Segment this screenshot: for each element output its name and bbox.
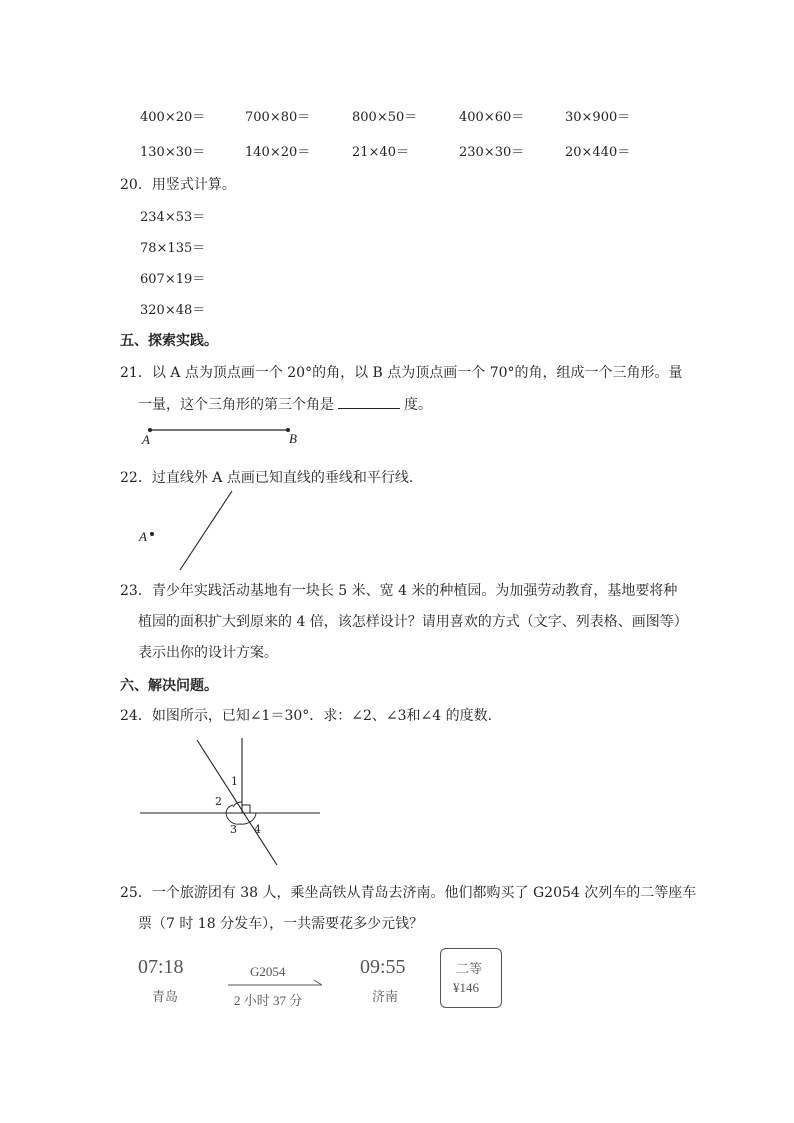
q20-title: 20．用竖式计算。 xyxy=(120,177,236,193)
angle-3-label: 3 xyxy=(230,823,237,836)
travel-arrow xyxy=(226,978,326,990)
q25-line-1: 25．一个旅游团有 38 人，乘坐高铁从青岛去济南。他们都购买了 G2054 次列车的二等座车 xyxy=(120,885,697,901)
point-b-label: B xyxy=(289,431,297,446)
q23-line-1: 23．青少年实践活动基地有一块长 5 米、宽 4 米的种植园。为加强劳动教育，基地要将种 xyxy=(120,583,678,599)
calc-item: 800×50＝ xyxy=(352,110,418,125)
section-heading: 六、解决问题。 xyxy=(120,678,218,694)
angle-1-arc xyxy=(233,802,242,807)
angles-figure xyxy=(130,730,330,870)
q21-unit: 度。 xyxy=(404,397,432,413)
calc-item: 20×440＝ xyxy=(565,145,631,160)
segment-ab-figure xyxy=(138,420,308,450)
q23-line-3: 表示出你的设计方案。 xyxy=(138,645,278,661)
point-a-label: A xyxy=(139,529,147,544)
angle-1-label: 1 xyxy=(231,775,238,788)
depart-time: 07:18 xyxy=(138,956,184,978)
seat-class-box xyxy=(440,948,502,1008)
calc-item: 30×900＝ xyxy=(565,110,631,125)
angle-2-label: 2 xyxy=(215,795,222,808)
arrive-time: 09:55 xyxy=(360,956,406,978)
point-a-dot xyxy=(148,530,156,538)
depart-station: 青岛 xyxy=(152,989,179,1004)
q21-line-1: 21．以 A 点为顶点画一个 20°的角，以 B 点为顶点画一个 70°的角，组成一个三角形。量 xyxy=(120,365,683,381)
angle-2-arc xyxy=(226,805,233,813)
vertical-calc-item: 234×53＝ xyxy=(140,210,206,225)
calc-item: 400×20＝ xyxy=(140,110,206,125)
calc-item: 21×40＝ xyxy=(352,145,409,160)
answer-blank[interactable] xyxy=(338,396,400,409)
q21-text: 一量，这个三角形的第三个角是 xyxy=(138,397,334,413)
q25-line-2: 票（7 时 18 分发车），一共需要花多少元钱？ xyxy=(138,916,424,932)
arrive-station: 济南 xyxy=(372,989,399,1004)
vertical-calc-item: 607×19＝ xyxy=(140,272,206,287)
vertical-calc-item: 320×48＝ xyxy=(140,303,206,318)
calc-item: 700×80＝ xyxy=(245,110,311,125)
section-heading: 五、探索实践。 xyxy=(120,333,218,349)
given-line-figure xyxy=(170,488,240,574)
seat-class: 二等 xyxy=(456,961,483,976)
vertical-calc-item: 78×135＝ xyxy=(140,241,206,256)
calc-item: 140×20＝ xyxy=(245,145,311,160)
slanted-line xyxy=(197,740,277,865)
calc-item: 230×30＝ xyxy=(459,145,525,160)
calc-item: 400×60＝ xyxy=(459,110,525,125)
train-number: G2054 xyxy=(250,964,286,979)
q24-text: 24．如图所示，已知∠1＝30°．求：∠2、∠3和∠4 的度数. xyxy=(120,708,493,724)
calc-item: 130×30＝ xyxy=(140,145,206,160)
ticket-price: ¥146 xyxy=(453,980,479,995)
given-line xyxy=(180,491,232,570)
q21-line-2 xyxy=(138,394,432,414)
travel-duration: 2 小时 37 分 xyxy=(234,993,303,1008)
angle-4-label: 4 xyxy=(254,823,261,836)
point-a-label: A xyxy=(142,432,150,447)
q22-text: 22．过直线外 A 点画已知直线的垂线和平行线. xyxy=(120,470,414,486)
q23-line-2: 植园的面积扩大到原来的 4 倍，该怎样设计？请用喜欢的方式（文字、列表格、画图等） xyxy=(138,614,688,630)
